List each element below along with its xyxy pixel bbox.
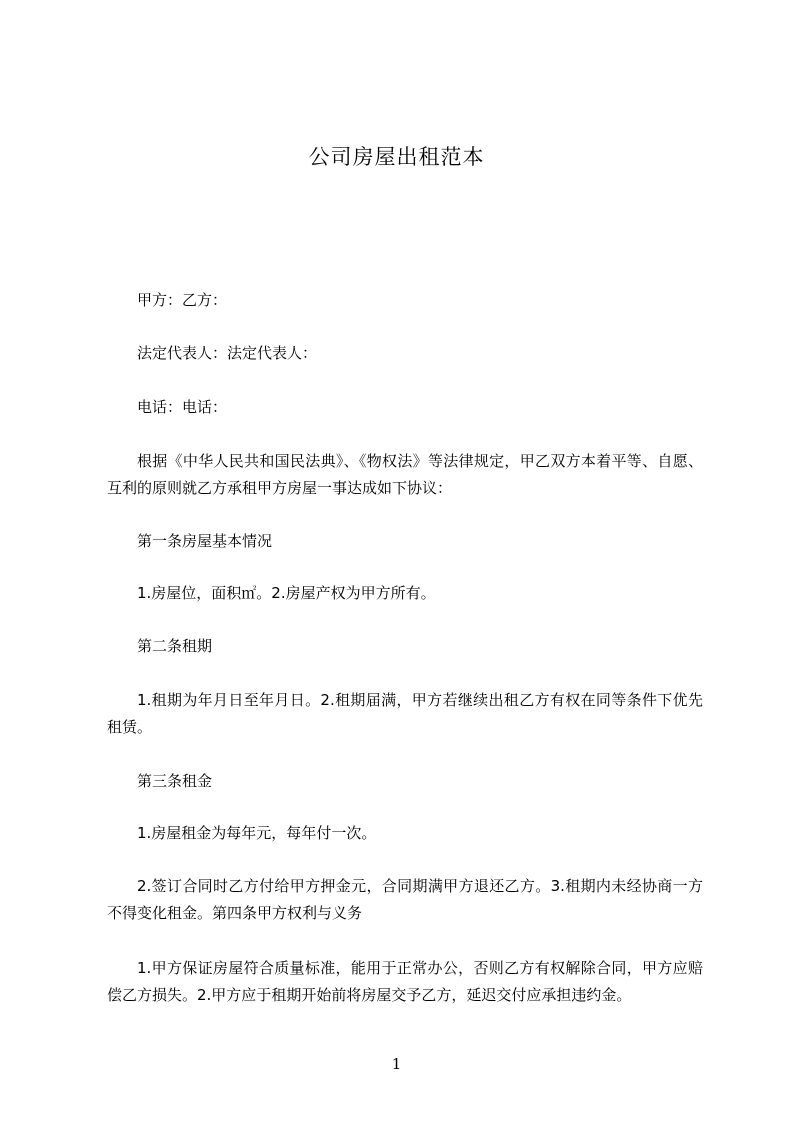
article-4-body: 1.甲方保证房屋符合质量标准，能用于正常办公，否则乙方有权解除合同，甲方应赔偿乙方损失。2.甲方应于租期开始前将房屋交予乙方，延迟交付应承担违约金。: [107, 959, 703, 1004]
party-line: 甲方：乙方：: [137, 291, 228, 309]
article-2-body: 1.租期为年月日至年月日。2.租期届满，甲方若继续出租乙方有权在同等条件下优先租赁。: [107, 691, 703, 736]
phone-line: 电话：电话：: [137, 398, 228, 416]
preamble-paragraph: 根据《中华人民共和国民法典》、《物权法》等法律规定，甲乙双方本着平等、自愿、互利的原则就乙方承租甲方房屋一事达成如下协议：: [107, 452, 703, 497]
article-3-heading: 第三条租金: [137, 772, 213, 790]
legal-representative-line: 法定代表人：法定代表人：: [137, 344, 318, 362]
document-title: 公司房屋出租范本: [308, 145, 485, 169]
article-1-heading: 第一条房屋基本情况: [137, 532, 273, 550]
article-2-heading: 第二条租期: [137, 637, 213, 655]
article-1-body: 1.房屋位，面积㎡。2.房屋产权为甲方所有。: [137, 584, 436, 602]
article-3-clause-2: 2.签订合同时乙方付给甲方押金元，合同期满甲方退还乙方。3.租期内未经协商一方不得变化租金。第四条甲方权利与义务: [107, 877, 703, 922]
page-number: 1: [391, 1055, 402, 1073]
article-3-clause-1: 1.房屋租金为每年元，每年付一次。: [137, 824, 377, 842]
